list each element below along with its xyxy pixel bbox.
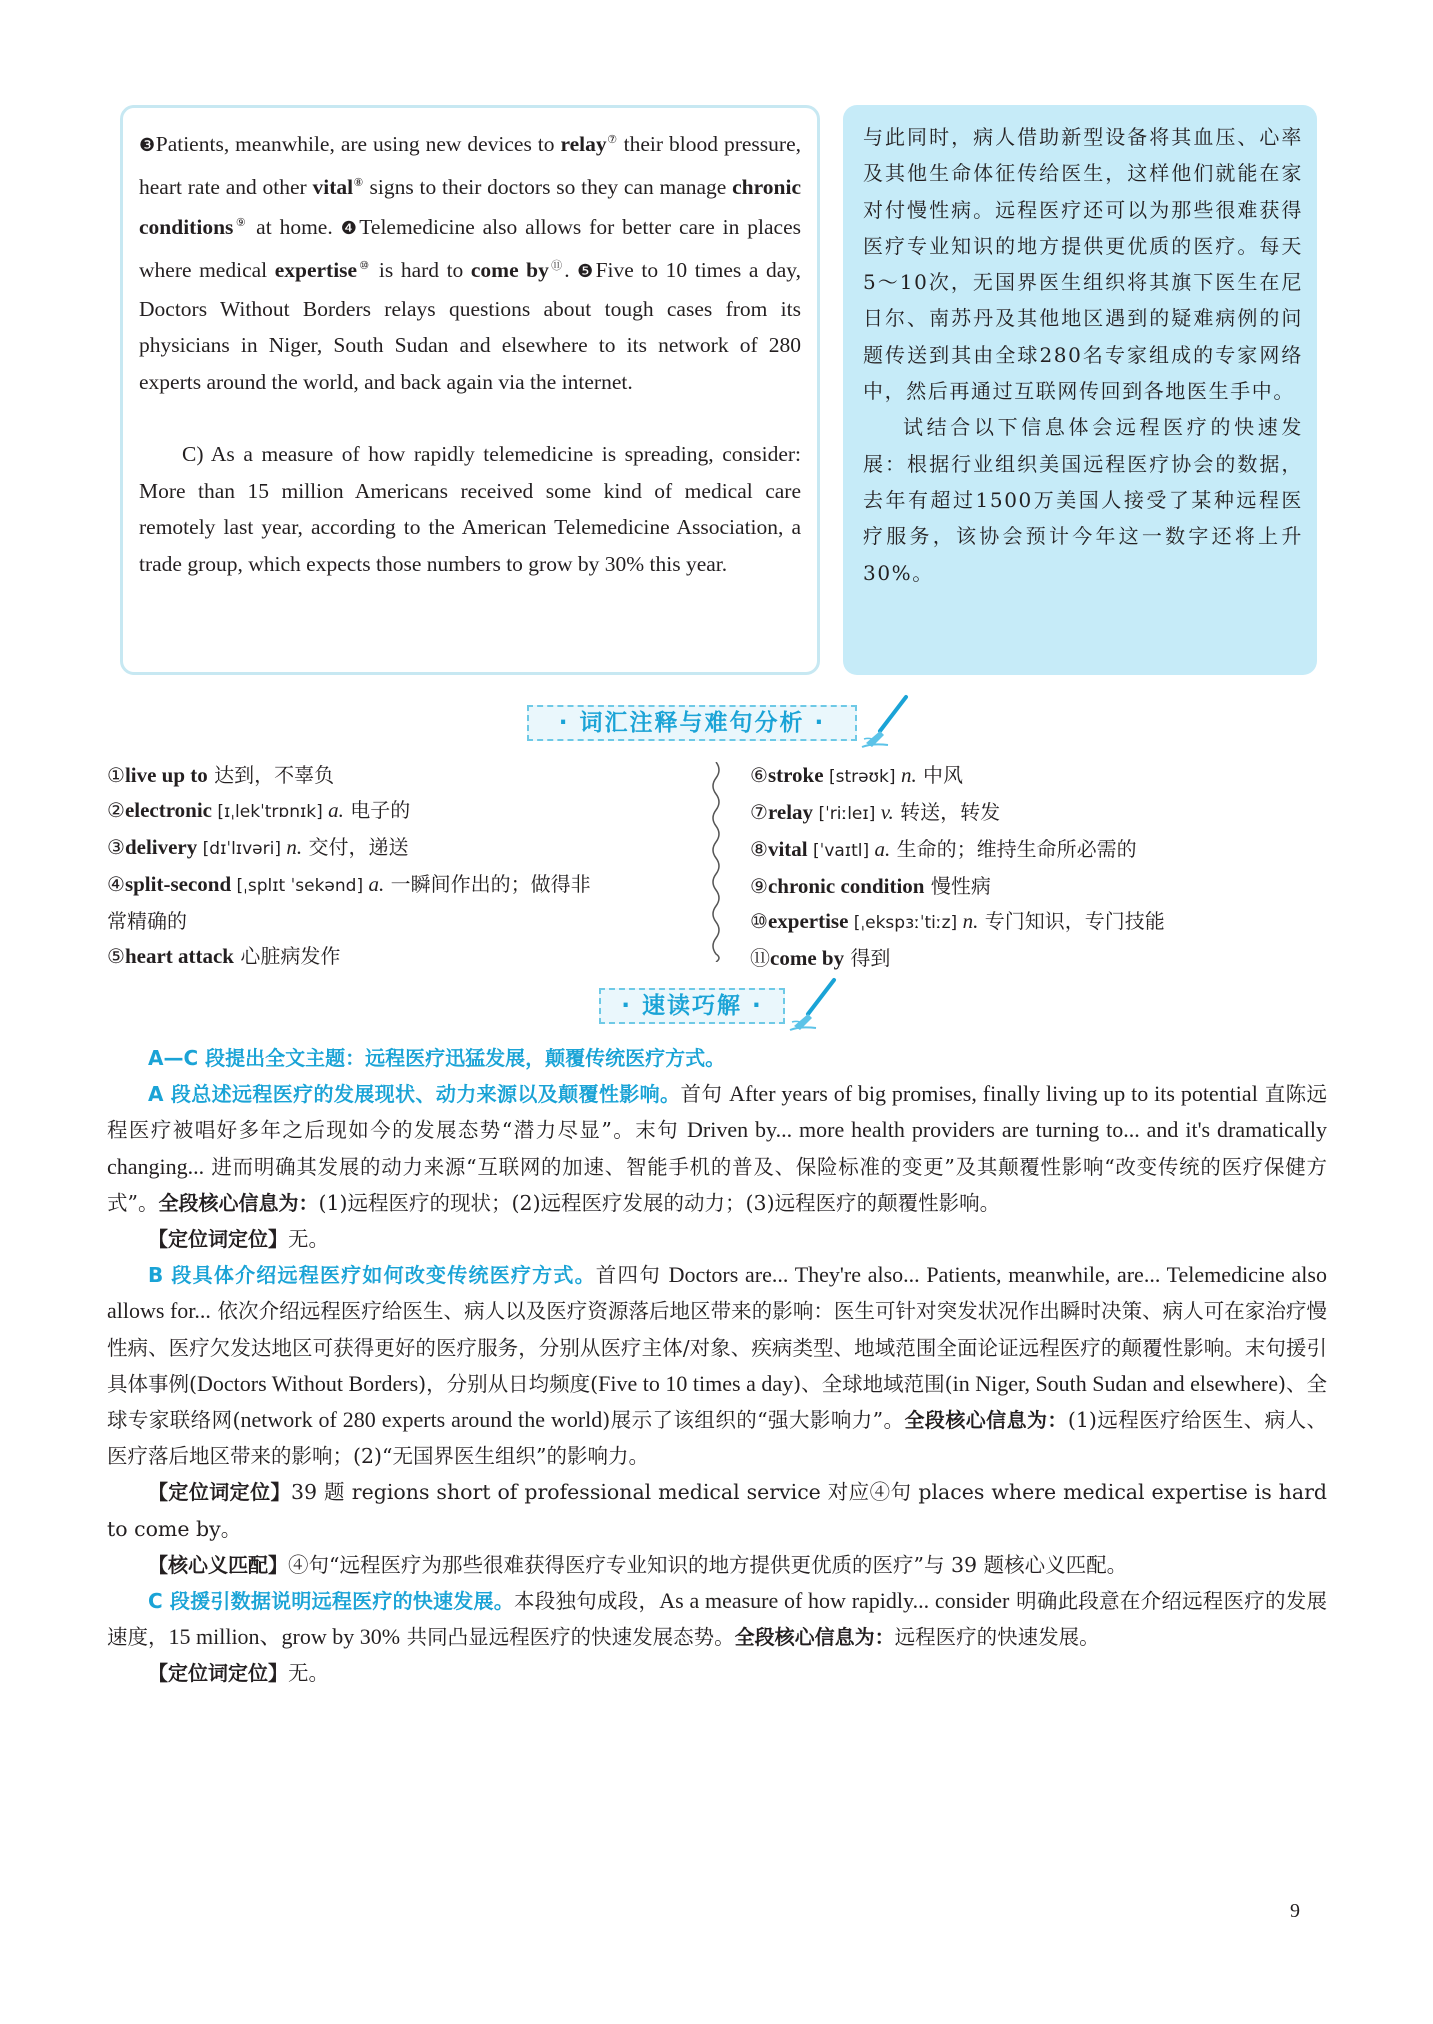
vocab-section-title: · 词汇注释与难句分析 · xyxy=(527,705,857,741)
vocab-item-8: ⑧vital [ˈvaɪtl] a. 生命的；维持生命所必需的 xyxy=(750,837,1137,861)
translation-paragraph-c: 试结合以下信息体会远程医疗的快速发展：根据行业组织美国远程医疗协会的数据，去年有超过1500万美国人接受了某种远程医疗服务，该协会预计今年这一数字还将上升30%。 xyxy=(863,415,1303,585)
analysis-c-locator: 【定位词定位】无。 xyxy=(148,1661,329,1686)
page-number: 9 xyxy=(1290,1900,1300,1922)
vocab-list-right xyxy=(750,758,1165,976)
analysis-a: A 段总述远程医疗的发展现状、动力来源以及颠覆性影响。首句 After years of big promises, finally living up to its potential 直陈远程医疗被唱好多年之后现如今的发展态势“潜力尽显”。末句 Driven by... more health providers are turning to... and it's dramatically changing... 进而明确其发展的动力来源“互联网的加速、智能手机的普及、保险标准的变更”及其颠覆性影响“改变传统的医疗保健方式”。全段核心信息为：(1)远程医疗的现状；(2)远程医疗发展的动力；(3)远程医疗的颠覆性影响。 xyxy=(107,1081,1327,1215)
chinese-translation-box xyxy=(843,105,1317,675)
analysis-section-title: · 速读巧解 · xyxy=(599,988,785,1024)
translation-paragraph-b: 与此同时，病人借助新型设备将其血压、心率及其他生命体征传给医生，这样他们就能在家对付慢性病。远程医疗还可以为那些很难获得医疗专业知识的地方提供更优质的医疗。每天5～10次，无国界医生组织将其旗下医生在尼日尔、南苏丹及其他地区遇到的疑难病例的问题传送到其由全球280名专家组成的专家网络中，然后再通过互联网传回到各地医生手中。 xyxy=(863,125,1303,404)
column-divider xyxy=(708,762,724,962)
vocab-item-4: ④split-second [ˌsplɪt ˈsekənd] a. 一瞬间作出的；做得非 xyxy=(107,872,591,896)
ac-heading: A—C 段提出全文主题：远程医疗迅猛发展，颠覆传统医疗方式。 xyxy=(148,1046,726,1070)
analysis-b: B 段具体介绍远程医疗如何改变传统医疗方式。首四句 Doctors are... They're also... Patients, meanwhile, are... Telemedicine also allows for... 依次介绍远程医疗给医生、病人以及医疗资源落后地区带来的影响：医生可针对突发状况作出瞬时决策、病人可在家治疗慢性病、医疗欠发达地区可获得更好的医疗服务，分别从医疗主体/对象、疾病类型、地域范围全面论证远程医疗的颠覆性影响。末句援引具体事例(Doctors Without Borders)，分别从日均频度(Five to 10 times a day)、全球地域范围(in Niger, South Sudan and elsewhere)、全球专家联络网(network of 280 experts around the world)展示了该组织的“强大影响力”。全段核心信息为：(1)远程医疗给医生、病人、医疗落后地区带来的影响；(2)“无国界医生组织”的影响力。 xyxy=(107,1262,1328,1469)
vocab-list-left xyxy=(107,758,591,974)
vocab-item-10: ⑩expertise [ˌekspɜːˈtiːz] n. 专门知识，专门技能 xyxy=(750,909,1165,933)
analysis-body xyxy=(107,1040,1327,1692)
english-passage-box xyxy=(120,105,820,675)
paragraph-c: C) As a measure of how rapidly telemedicine is spreading, consider: More than 15 million Americans received some kind of medical care remotely last year, according to the American Telemedicine Association, a trade group, which expects those numbers to grow by 30% this year. xyxy=(139,442,801,576)
analysis-b-locator: 【定位词定位】39 题 regions short of professional medical service 对应④句 places where medical expertise is hard to come by。 xyxy=(107,1480,1327,1541)
vocab-item-9: ⑨chronic condition 慢性病 xyxy=(750,874,991,898)
brush-pen-icon xyxy=(858,693,910,751)
paragraph-b-continued: ❸Patients, meanwhile, are using new devices to relay⑦ their blood pressure, heart rate and other vital⑧ signs to their doctors so they can manage chronic conditions⑨ at home. ❹Telemedicine also allows for better care in places where medical expertise⑩ is hard to come by⑪. ❺Five to 10 times a day, Doctors Without Borders relays questions about tough cases from its physicians in Niger, South Sudan and elsewhere to its network of 280 experts around the world, and back again via the internet. xyxy=(139,132,801,394)
analysis-a-locator: 【定位词定位】无。 xyxy=(148,1227,329,1252)
vocab-item-7: ⑦relay [ˈriːleɪ] v. 转送，转发 xyxy=(750,800,1001,824)
vocab-item-3: ③delivery [dɪˈlɪvəri] n. 交付，递送 xyxy=(107,835,409,859)
analysis-c: C 段援引数据说明远程医疗的快速发展。本段独句成段，As a measure of how rapidly... consider 明确此段意在介绍远程医疗的发展速度，15 million、grow by 30% 共同凸显远程医疗的快速发展态势。全段核心信息为：远程医疗的快速发展。 xyxy=(107,1588,1328,1650)
vocab-item-6: ⑥stroke [strəʊk] n. 中风 xyxy=(750,763,964,787)
vocab-item-11: ⑪come by 得到 xyxy=(750,946,891,970)
analysis-b-match: 【核心义匹配】④句“远程医疗为那些很难获得医疗专业知识的地方提供更优质的医疗”与 39 题核心义匹配。 xyxy=(148,1552,1128,1577)
vocab-item-4-cont: 常精确的 xyxy=(107,909,187,933)
vocab-item-5: ⑤heart attack 心脏病发作 xyxy=(107,944,341,968)
brush-pen-icon-2 xyxy=(786,976,838,1034)
vocab-item-1: ①live up to 达到，不辜负 xyxy=(107,763,335,787)
vocab-item-2: ②electronic [ɪˌlekˈtrɒnɪk] a. 电子的 xyxy=(107,798,411,822)
